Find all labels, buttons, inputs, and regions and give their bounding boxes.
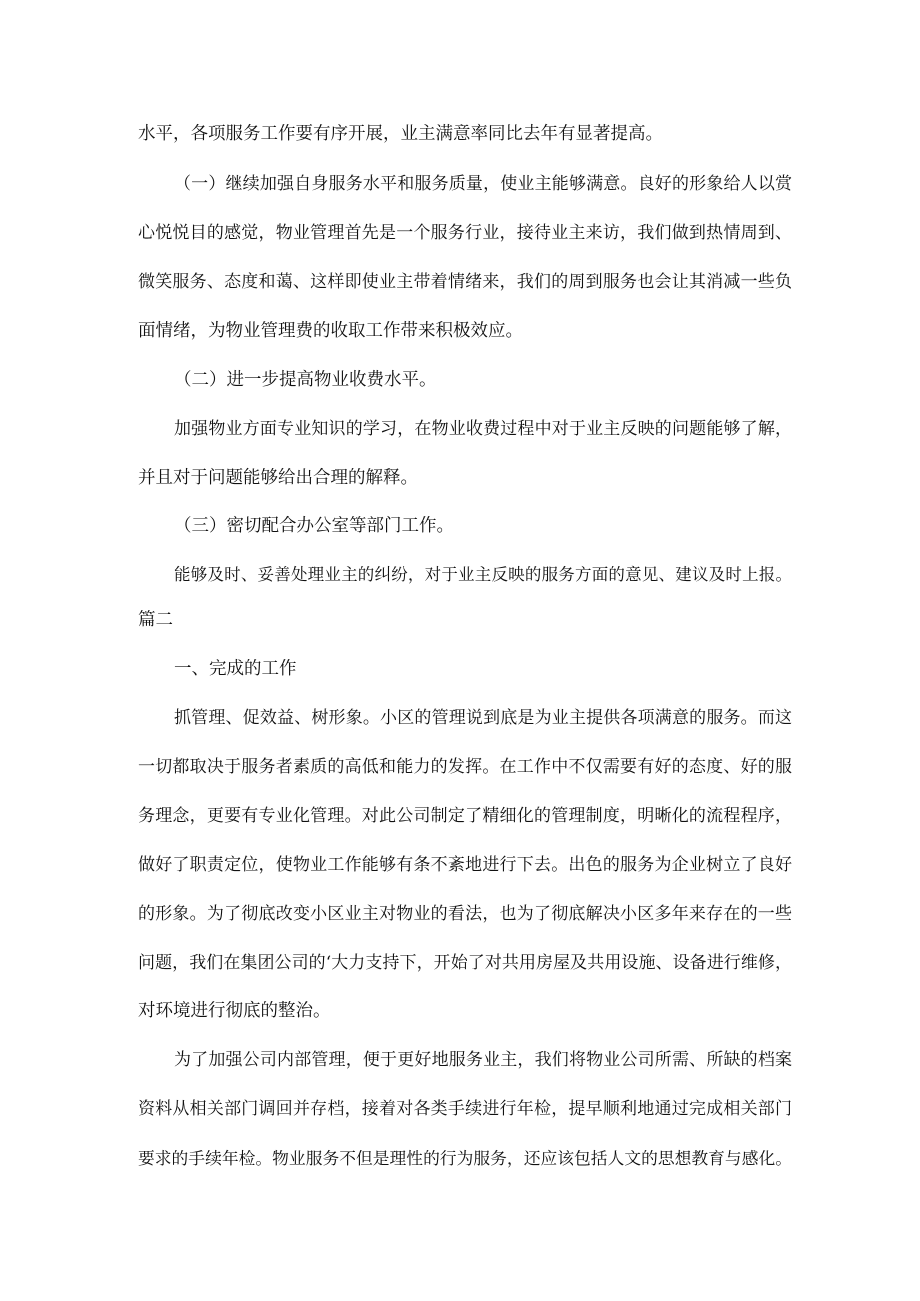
text-line: 问题，我们在集团公司的‘大力支持下，开始了对共用房屋及共用设施、设备进行维修， bbox=[138, 953, 792, 973]
text-line: 的形象。为了彻底改变小区业主对物业的看法，也为了彻底解决小区多年来存在的一些 bbox=[138, 904, 792, 924]
text-line: 面情绪，为物业管理费的收取工作带来积极效应。 bbox=[138, 321, 523, 341]
text-line: 抓管理、促效益、树形象。小区的管理说到底是为业主提供各项满意的服务。而这 bbox=[174, 708, 792, 728]
text-line: 一切都取决于服务者素质的高低和能力的发挥。在工作中不仅需要有好的态度、好的服 bbox=[138, 757, 792, 777]
text-line: （一）继续加强自身服务水平和服务质量，使业主能够满意。良好的形象给人以赏 bbox=[174, 174, 792, 194]
text-line: 为了加强公司内部管理，便于更好地服务业主，我们将物业公司所需、所缺的档案 bbox=[174, 1050, 792, 1070]
section-heading: 一、完成的工作 bbox=[174, 659, 297, 679]
part-heading: 篇二 bbox=[138, 610, 173, 630]
text-line: 加强物业方面专业知识的学习，在物业收费过程中对于业主反映的问题能够了解， bbox=[174, 419, 792, 439]
text-line: 心悦悦目的感觉，物业管理首先是一个服务行业，接待业主来访，我们做到热情周到、 bbox=[138, 223, 792, 243]
text-line: 并且对于问题能够给出合理的解释。 bbox=[138, 468, 418, 488]
text-line: 对环境进行彻底的整治。 bbox=[138, 1001, 331, 1021]
text-line: 要求的手续年检。物业服务不但是理性的行为服务，还应该包括人文的思想教育与感化。 bbox=[138, 1148, 792, 1168]
section-heading: （二）进一步提高物业收费水平。 bbox=[174, 370, 437, 390]
text-line: 资料从相关部门调回并存档，接着对各类手续进行年检，提早顺利地通过完成相关部门 bbox=[138, 1099, 792, 1119]
text-line: 微笑服务、态度和蔼、这样即使业主带着情绪来，我们的周到服务也会让其消减一些负 bbox=[138, 272, 792, 292]
section-heading: （三）密切配合办公室等部门工作。 bbox=[174, 516, 454, 536]
text-line: 务理念，更要有专业化管理。对此公司制定了精细化的管理制度，明晰化的流程程序， bbox=[138, 806, 792, 826]
text-line: 水平，各项服务工作要有序开展，业主满意率同比去年有显著提高。 bbox=[138, 124, 663, 144]
text-line: 做好了职责定位，使物业工作能够有条不紊地进行下去。出色的服务为企业树立了良好 bbox=[138, 855, 792, 875]
text-line: 能够及时、妥善处理业主的纠纷，对于业主反映的服务方面的意见、建议及时上报。 bbox=[174, 565, 792, 584]
